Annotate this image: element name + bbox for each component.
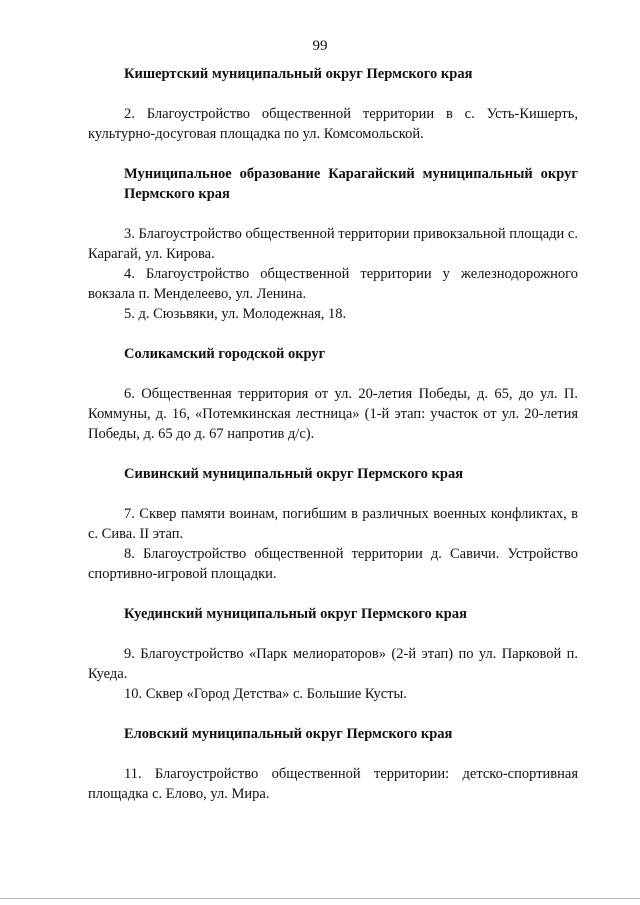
- list-item: 6. Общественная территория от ул. 20-летия Победы, д. 65, до ул. П. Коммуны, д. 16, «Потемкинская лестница» (1-й этап: участок от ул. 20-летия Победы, д. 65 до д. 67 напротив д/с).: [88, 386, 578, 442]
- section-elovo: [88, 724, 578, 804]
- section-solikamsk: [88, 344, 578, 444]
- document-body: [88, 64, 578, 804]
- list-item: 10. Сквер «Город Детства» с. Большие Кусты.: [124, 686, 407, 702]
- section-sivinsky: [88, 464, 578, 584]
- list-item: 7. Сквер памяти воинам, погибшим в различных военных конфликтах, в с. Сива. II этап.: [88, 506, 578, 542]
- section-heading: Муниципальное образование Карагайский муниципальный округ Пермского края: [124, 166, 578, 202]
- section-kueda: [88, 604, 578, 704]
- list-item: 5. д. Сюзьвяки, ул. Молодежная, 18.: [124, 306, 347, 322]
- list-item: 4. Благоустройство общественной территории у железнодорожного вокзала п. Менделеево, ул. Ленина.: [88, 266, 578, 302]
- page-number: 99: [312, 38, 328, 54]
- list-item: 8. Благоустройство общественной территории д. Савичи. Устройство спортивно-игровой площадки.: [88, 546, 578, 582]
- page-bottom-edge: [0, 898, 640, 899]
- section-heading: Куединский муниципальный округ Пермского края: [124, 606, 467, 622]
- section-heading: Сивинский муниципальный округ Пермского края: [124, 466, 464, 482]
- section-heading: Соликамский городской округ: [124, 346, 326, 362]
- section-kishert: [88, 64, 578, 144]
- section-heading: Кишертский муниципальный округ Пермского края: [124, 66, 473, 82]
- section-karagai: [88, 164, 578, 324]
- section-heading: Еловский муниципальный округ Пермского края: [124, 726, 453, 742]
- list-item: 3. Благоустройство общественной территории привокзальной площади с. Карагай, ул. Кирова.: [88, 226, 578, 262]
- list-item: 2. Благоустройство общественной территории в с. Усть-Кишерть, культурно-досуговая площадка по ул. Комсомольской.: [88, 106, 578, 142]
- list-item: 11. Благоустройство общественной территории: детско-спортивная площадка с. Елово, ул. Мира.: [88, 766, 578, 802]
- list-item: 9. Благоустройство «Парк мелиораторов» (2-й этап) по ул. Парковой п. Куеда.: [88, 646, 578, 682]
